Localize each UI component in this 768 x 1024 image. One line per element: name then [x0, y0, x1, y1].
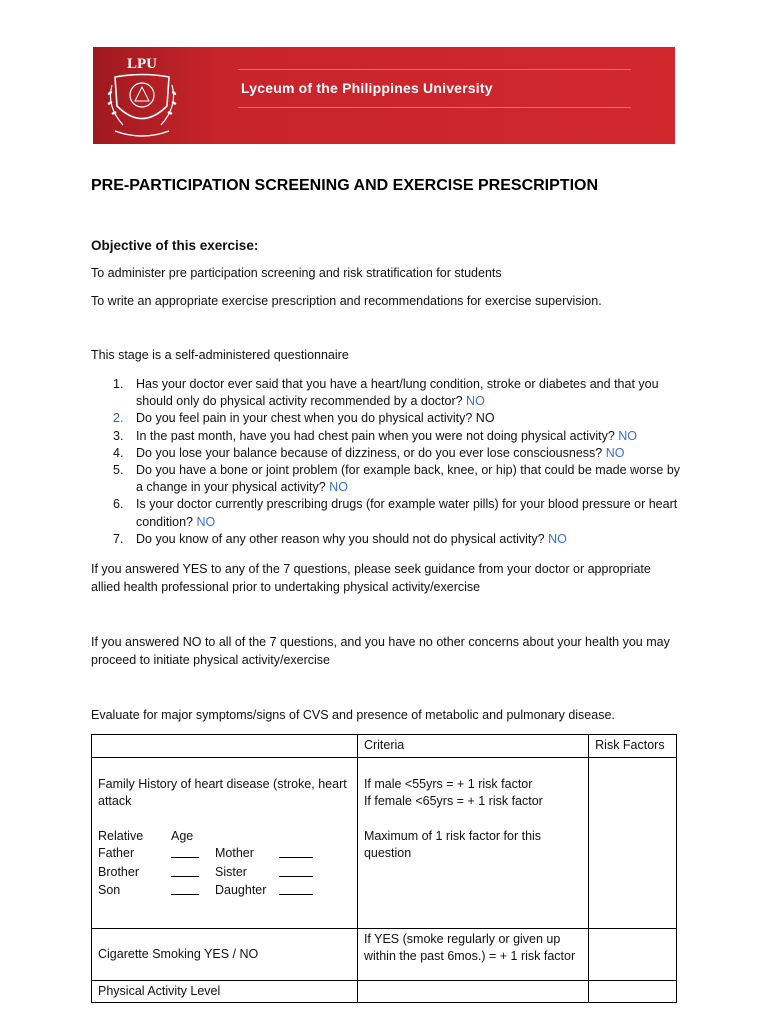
question-item — [91, 376, 681, 410]
question-number: 7. — [113, 531, 124, 546]
activity-level-cell — [92, 980, 358, 1003]
objective-1: To administer pre participation screening and risk stratification for students — [91, 266, 502, 280]
table-row — [92, 928, 677, 980]
criteria-line: If female <65yrs = + 1 risk factor — [363, 794, 543, 808]
question-text: Do you feel pain in your chest when you do physical activity? — [136, 411, 473, 426]
risk-factor-cell[interactable] — [589, 928, 677, 980]
age-header: Age — [171, 828, 194, 843]
criteria-line: If male <55yrs = + 1 risk factor — [363, 776, 533, 791]
relative-label: Sister — [215, 864, 247, 879]
evaluate-note: Evaluate for major symptoms/signs of CVS and presence of metabolic and pulmonary disease. — [91, 708, 615, 722]
question-item — [91, 410, 681, 427]
question-answer: NO — [618, 428, 638, 443]
page-title: PRE-PARTICIPATION SCREENING AND EXERCISE PRESCRIPTION — [91, 177, 599, 194]
stage-note: This stage is a self-administered questionnaire — [91, 348, 349, 362]
question-number: 3. — [113, 428, 124, 443]
question-number: 4. — [113, 445, 124, 460]
question-answer: NO — [329, 480, 348, 495]
question-text: Has your doctor ever said that you have a heart/lung condition, stroke or diabetes and that you should only do physical activity recommended by a doctor? — [136, 377, 659, 409]
question-number: 1. — [113, 377, 124, 391]
questionnaire-list — [91, 376, 681, 548]
activity-criteria-cell — [357, 980, 588, 1003]
table-row — [92, 980, 677, 1003]
banner-top-rule — [238, 69, 631, 70]
question-answer: NO — [466, 394, 485, 409]
question-text: In the past month, have you had chest pain when you were not doing physical activity? — [136, 428, 615, 443]
question-text: Do you know of any other reason why you should not do physical activity? — [136, 531, 545, 546]
age-blank[interactable] — [171, 845, 199, 858]
family-history-criteria-cell — [357, 757, 588, 928]
objective-2: To write an appropriate exercise prescription and recommendations for exercise supervision. — [91, 294, 602, 308]
university-seal-icon — [101, 51, 183, 141]
age-blank[interactable] — [171, 882, 199, 895]
table-header-cell — [92, 735, 358, 758]
risk-factor-cell[interactable] — [589, 757, 677, 928]
age-blank[interactable] — [279, 845, 313, 858]
university-name: Lyceum of the Philippines University — [241, 80, 493, 96]
smoking-criteria-cell — [357, 928, 588, 980]
age-blank[interactable] — [279, 864, 313, 877]
question-item — [91, 445, 681, 462]
question-answer: NO — [605, 445, 625, 460]
question-number: 6. — [113, 497, 124, 512]
question-text: Do you have a bone or joint problem (for example back, knee, or hip) that could be made worse by a change in your physical activity? — [136, 463, 681, 495]
family-history-cell — [92, 757, 358, 928]
table-row — [92, 757, 677, 928]
relative-age-grid — [98, 828, 351, 901]
relative-label: Son — [98, 883, 121, 897]
activity-level-label: Physical Activity Level — [98, 983, 221, 998]
table-header-cell: Criteria — [357, 735, 588, 758]
yes-guidance-note: If you answered YES to any of the 7 questions, please seek guidance from your doctor or appropriate allied health professional prior to undertaking physical activity/exercise — [91, 562, 651, 594]
question-answer: NO — [475, 411, 495, 426]
question-text: Is your doctor currently prescribing drugs (for example water pills) for your blood pressure or heart condition? — [136, 497, 678, 529]
banner-bottom-rule — [238, 107, 631, 108]
family-history-label: Family History of heart disease (stroke, heart attack — [98, 776, 347, 808]
question-answer: NO — [548, 531, 567, 546]
no-guidance-note: If you answered NO to all of the 7 questions, and you have no other concerns about your health you may proceed to initiate physical activity/exercise — [91, 635, 670, 667]
smoking-label: Cigarette Smoking YES / NO — [98, 947, 259, 961]
age-blank[interactable] — [279, 882, 313, 895]
question-answer: NO — [196, 514, 216, 529]
question-number: 2. — [113, 411, 124, 426]
table-header-row — [92, 735, 677, 758]
relative-label: Father — [98, 846, 135, 860]
risk-factor-cell[interactable] — [589, 980, 677, 1003]
risk-factor-table — [91, 734, 677, 1003]
question-item — [91, 496, 681, 530]
question-item — [91, 428, 681, 445]
header-banner — [93, 47, 675, 144]
logo-text: LPU — [127, 56, 157, 72]
question-item — [91, 531, 681, 548]
question-item — [91, 462, 681, 496]
question-text: Do you lose your balance because of dizziness, or do you ever lose consciousness? — [136, 445, 603, 460]
relative-header: Relative — [98, 828, 144, 843]
relative-label: Daughter — [215, 883, 267, 897]
criteria-line: If YES (smoke regularly or given up within the past 6mos.) = + 1 risk factor — [363, 931, 576, 963]
question-number: 5. — [113, 463, 124, 478]
relative-label: Mother — [215, 846, 254, 860]
criteria-line: Maximum of 1 risk factor for this question — [363, 828, 542, 860]
objective-heading: Objective of this exercise: — [91, 238, 259, 253]
smoking-cell — [92, 928, 358, 980]
relative-label: Brother — [98, 864, 139, 879]
age-blank[interactable] — [171, 864, 199, 877]
table-header-cell: Risk Factors — [589, 735, 677, 758]
